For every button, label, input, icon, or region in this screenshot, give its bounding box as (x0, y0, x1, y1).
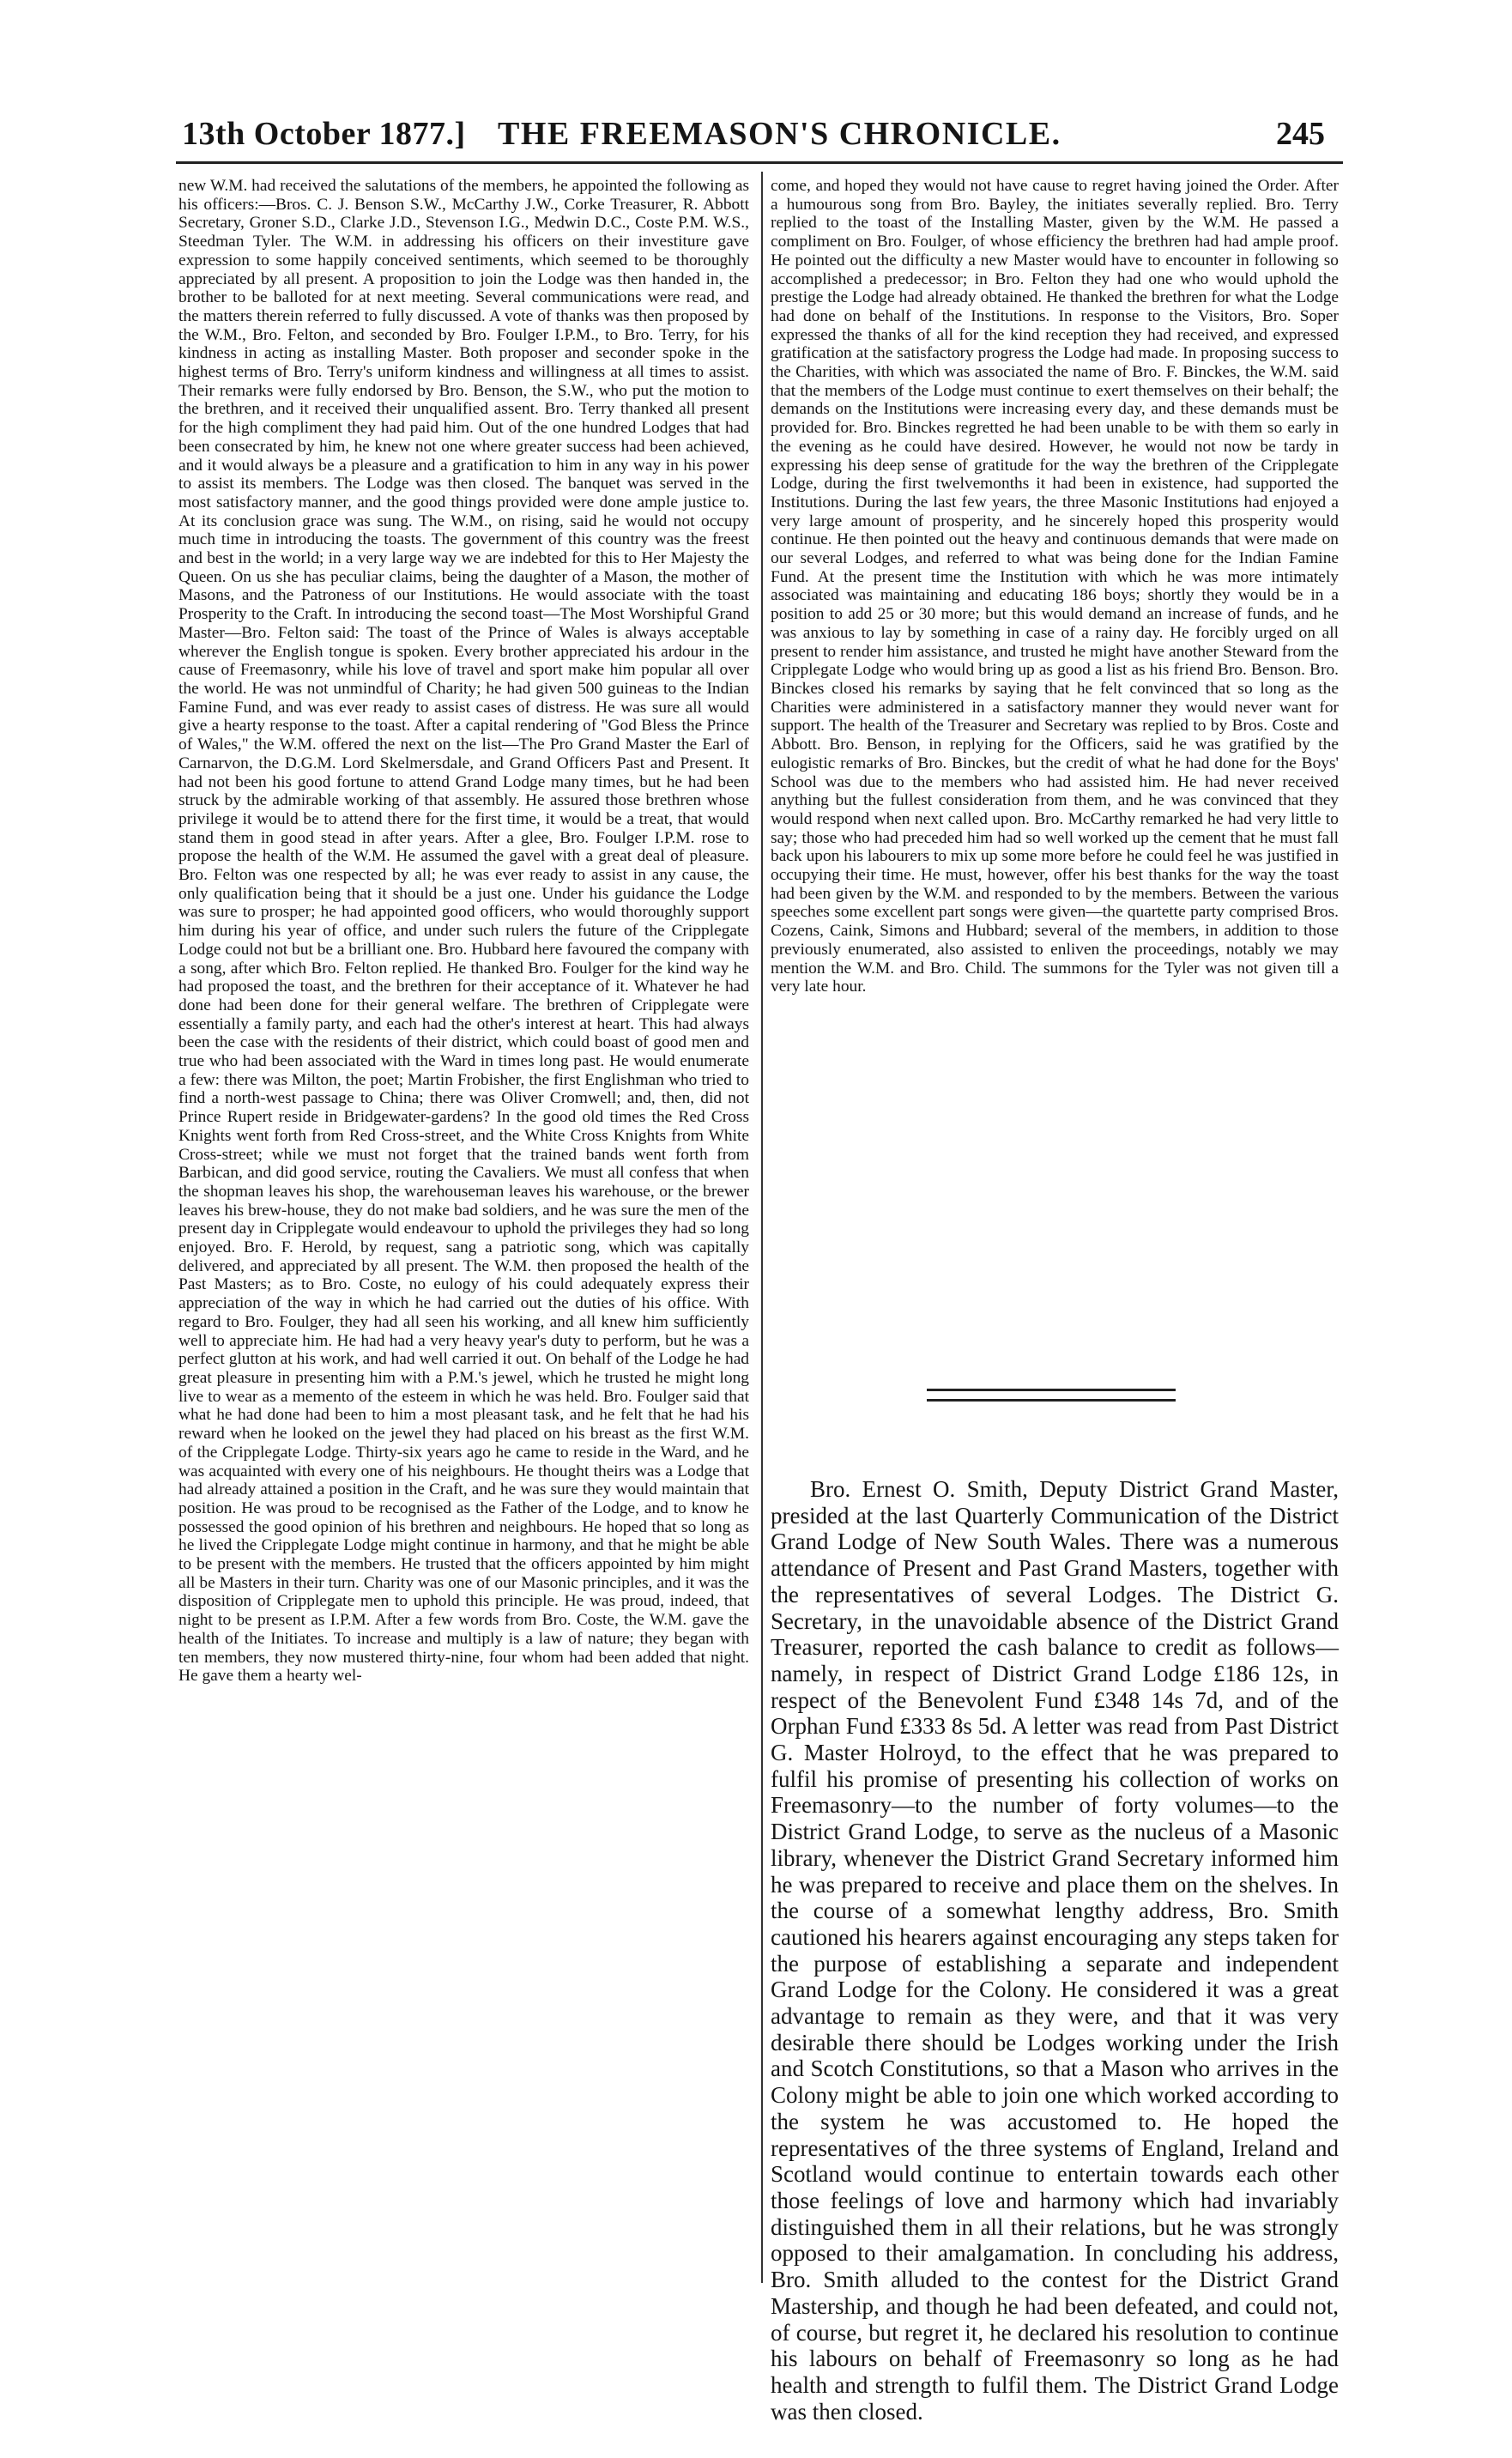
issue-date: 13th October 1877.] (182, 116, 466, 152)
header-rule (176, 161, 1343, 164)
section-separator (927, 1389, 1176, 1402)
column-divider (761, 172, 763, 2283)
right-column-top (771, 177, 1339, 996)
right-column-top-text: come, and hoped they would not have cause to regret having joined the Order. After a humourous song from Bro. Bayley, the initiates severally replied. Bro. Terry replied to the toast of the Installing Master, given by the W.M. He passed a compliment on Bro. Foulger, of whose efficiency the brethren had had ample proof. He pointed out the difficulty a new Master would have to encounter in following so accomplished a predecessor; in Bro. Felton they had one who would uphold the prestige the Lodge had already obtained. He thanked the brethren for what the Lodge had done on behalf of the Institutions. In response to the Visitors, Bro. Soper expressed the thanks of all for the kind reception they had received, and expressed gratification at the satisfactory progress the Lodge had made. In proposing success to the Charities, with which was associated the name of Bro. F. Binckes, the W.M. said that the members of the Lodge must continue to exert themselves on their behalf; the demands on the Institutions were increasing every day, and these demands must be provided for. Bro. Binckes regretted he had been unable to be with them so early in the evening as he could have desired. However, he would not now be tardy in expressing his deep sense of gratitude for the way the brethren of the Cripplegate Lodge, during the first twelvemonths it had been in existence, had supported the Institutions. During the last few years, the three Masonic Institutions had enjoyed a very large amount of prosperity, and he sincerely hoped this prosperity would continue. He then pointed out the heavy and continuous demands that were made on our several Lodges, and referred to what was being done for the Indian Famine Fund. At the present time the Institution with which he was more intimately associated was maintaining and educating 186 boys; shortly they would be in a position to add 25 or 30 more; but this would demand an increase of funds, and he was anxious to lay by something in case of a rainy day. He forcibly urged on all present to render him assistance, and trusted he might have another Steward from the Cripplegate Lodge who would bring up as good a list as his friend Bro. Benson. Bro. Binckes closed his remarks by saying that he felt convinced that so long as the Charities were administered in a satisfactory manner they would never want for support. The health of the Treasurer and Secretary was replied to by Bros. Coste and Abbott. Bro. Benson, in replying for the Officers, said he was gratified by the eulogistic remarks of Bro. Binckes, but the credit of what he had done for the Boys' School was due to the members who had assisted him. He had never received anything but the fullest consideration from them, and he was convinced that they would respond when next called upon. Bro. McCarthy remarked he had very little to say; those who had preceded him had so well worked up the cement that he must fall back upon his labourers to mix up some more before he could feel he was justified in occupying their time. He must, however, offer his best thanks for the way the toast had been given by the W.M. and responded to by the members. Between the various speeches some excellent part songs were given—the quartette party comprised Bros. Cozens, Caink, Simons and Hubbard; several of the members, in addition to those previously enumerated, also assisted to enliven the proceedings, notably we may mention the W.M. and Bro. Child. The summons for the Tyler was not given till a very late hour. (771, 177, 1339, 996)
page-number: 245 (1276, 116, 1325, 152)
left-column-text: new W.M. had received the salutations of the members, he appointed the following as his officers:—Bros. C. J. Benson S.W., McCarthy J.W., Corke Treasurer, R. Abbott Secretary, Groner S.D., Clarke J.D., Stevenson I.G., Medwin D.C., Coste P.M. W.S., Steedman Tyler. The W.M. in addressing his officers on their investiture gave expression to some happily conceived sentiments, which seemed to be thoroughly appreciated by all present. A proposition to join the Lodge was then handed in, the brother to be balloted for at next meeting. Several communications were read, and the matters therein referred to fully discussed. A vote of thanks was then proposed by the W.M., Bro. Felton, and seconded by Bro. Foulger I.P.M., to Bro. Terry, for his kindness in acting as installing Master. Both proposer and seconder spoke in the highest terms of Bro. Terry's uniform kindness and willingness at all times to assist. Their remarks were fully endorsed by Bro. Benson, the S.W., who put the motion to the brethren, and it received their unqualified assent. Bro. Terry thanked all present for the high compliment they had paid him. Out of the one hundred Lodges that had been consecrated by him, he knew not one where greater success had been achieved, and it would always be a pleasure and a gratification to him in any way in his power to assist its members. The Lodge was then closed. The banquet was served in the most satisfactory manner, and the good things provided were done ample justice to. At its conclusion grace was sung. The W.M., on rising, said he would not occupy much time in introducing the toasts. The government of this country was the freest and best in the world; in a very large way we are indebted for this to Her Majesty the Queen. On us she has peculiar claims, being the daughter of a Mason, the mother of Masons, and the Patroness of our Institutions. He would associate with the toast Prosperity to the Craft. In introducing the second toast—The Most Worshipful Grand Master—Bro. Felton said: The toast of the Prince of Wales is always acceptable wherever the English tongue is spoken. Every brother appreciated his ardour in the cause of Freemasonry, while his love of travel and sport make him popular all over the world. He was not unmindful of Charity; he had given 500 guineas to the Indian Famine Fund, and was ever ready to assist cases of distress. He was sure all would give a hearty response to the toast. After a capital rendering of "God Bless the Prince of Wales," the W.M. offered the next on the list—The Pro Grand Master the Earl of Carnarvon, the D.G.M. Lord Skelmersdale, and Grand Officers Past and Present. It had not been his good fortune to attend Grand Lodge many times, but he had been struck by the admirable working of that assembly. He assured those brethren whose privilege it would be to attend there for the first time, it would be a treat, that would stand them in good stead in after years. After a glee, Bro. Foulger I.P.M. rose to propose the health of the W.M. He assumed the gavel with a great deal of pleasure. Bro. Felton was one respected by all; he was ever ready to assist in any cause, the only qualification being that it should be a just one. Under his guidance the Lodge was sure to prosper; he had appointed good officers, who would thoroughly support him during his year of office, and under such rulers the future of the Cripplegate Lodge could not but be a brilliant one. Bro. Hubbard here favoured the company with a song, after which Bro. Felton replied. He thanked Bro. Foulger for the kind way he had proposed the toast, and the brethren for their acceptance of it. Whatever he had done had been done for their general welfare. The brethren of Cripplegate were essentially a family party, and each had the other's interest at heart. This had always been the case with the residents of their district, which could boast of good men and true who had been associated with the Ward in times long past. He would enumerate a few: there was Milton, the poet; Martin Frobisher, the first Englishman who tried to find a north-west passage to China; there was Oliver Cromwell; and, then, did not Prince Rupert reside in Bridgewater-gardens? In the good old times the Red Cross Knights went forth from Red Cross-street, and the White Cross Knights from White Cross-street; while we must not forget that the trained bands went forth from Barbican, and did good service, routing the Cavaliers. We must all confess that when the shopman leaves his shop, the warehouseman leaves his warehouse, or the brewer leaves his brew-house, they do not make bad soldiers, and he was sure the men of the present day in Cripplegate would endeavour to uphold the privileges they had so long enjoyed. Bro. F. Herold, by request, sang a patriotic song, which was capitally delivered, and appreciated by all present. The W.M. then proposed the health of the Past Masters; as to Bro. Coste, no eulogy of his could adequately express their appreciation of the way in which he had carried out the duties of his office. With regard to Bro. Foulger, they had all seen his working, and all knew him sufficiently well to appreciate him. He had had a very heavy year's duty to perform, but he was a perfect glutton at his work, and had well carried it out. On behalf of the Lodge he had great pleasure in presenting him with a P.M.'s jewel, which he trusted he might long live to wear as a memento of the esteem in which he was held. Bro. Foulger said that what he had done had been to him a most pleasant task, and he felt that he had his reward when he looked on the jewel they had placed on his breast as the first W.M. of the Cripplegate Lodge. Thirty-six years ago he came to reside in the Ward, and he was acquainted with every one of his neighbours. He thought theirs was a Lodge that had already attained a position in the Craft, and he was sure they would maintain that position. He was proud to be recognised as the Father of the Lodge, and to know he possessed the good opinion of his brethren and neighbours. He hoped that so long as he lived the Cripplegate Lodge might continue in harmony, and that he might be able to be present with the members. He trusted that the officers appointed by him might all be Masters in their turn. Charity was one of our Masonic principles, and it was the disposition of Cripplegate men to uphold this principle. He was proud, indeed, that night to be present as I.P.M. After a few words from Bro. Coste, the W.M. gave the health of the Initiates. To increase and multiply is a law of nature; they began with ten members, they now mustered thirty-nine, four whom had been added that night. He gave them a hearty wel- (178, 177, 749, 1686)
page-header (163, 113, 1347, 153)
publication-title: THE FREEMASON'S CHRONICLE. (498, 116, 1061, 152)
right-column-bottom (771, 1453, 1339, 2448)
district-grand-lodge-article: Bro. Ernest O. Smith, Deputy District Grand Master, presided at the last Quarterly Communication of the District Grand Lodge of New South Wales. There was a numerous attendance of Present and Past Grand Masters, together with the representatives of several Lodges. The District G. Secretary, in the unavoidable absence of the District Grand Treasurer, reported the cash balance to credit as follows—namely, in respect of District Grand Lodge £186 12s, in respect of the Benevolent Fund £348 14s 7d, and of the Orphan Fund £333 8s 5d. A letter was read from Past District G. Master Holroyd, to the effect that he was prepared to fulfil his promise of presenting his collection of works on Freemasonry—to the number of forty volumes—to the District Grand Lodge, to serve as the nucleus of a Masonic library, whenever the District Grand Secretary informed him he was prepared to receive and place them on the shelves. In the course of a somewhat lengthy address, Bro. Smith cautioned his hearers against encouraging any steps taken for the purpose of establishing a separate and independent Grand Lodge for the Colony. He considered it was a great advantage to remain as they were, and that it was very desirable there should be Lodges working under the Irish and Scotch Constitutions, so that a Mason who arrives in the Colony might be able to join one which worked according to the system he was accustomed to. He hoped the representatives of the three systems of England, Ireland and Scotland would continue to entertain towards each other those feelings of love and harmony which had invariably distinguished them in all their relations, but he was strongly opposed to their amalgamation. In concluding his address, Bro. Smith alluded to the contest for the District Grand Mastership, and though he had been defeated, and could not, of course, but regret it, he declared his resolution to continue his labours on behalf of Freemasonry so long as he had health and strength to fulfil them. The District Grand Lodge was then closed. (771, 1476, 1339, 2425)
left-column (178, 177, 749, 1686)
